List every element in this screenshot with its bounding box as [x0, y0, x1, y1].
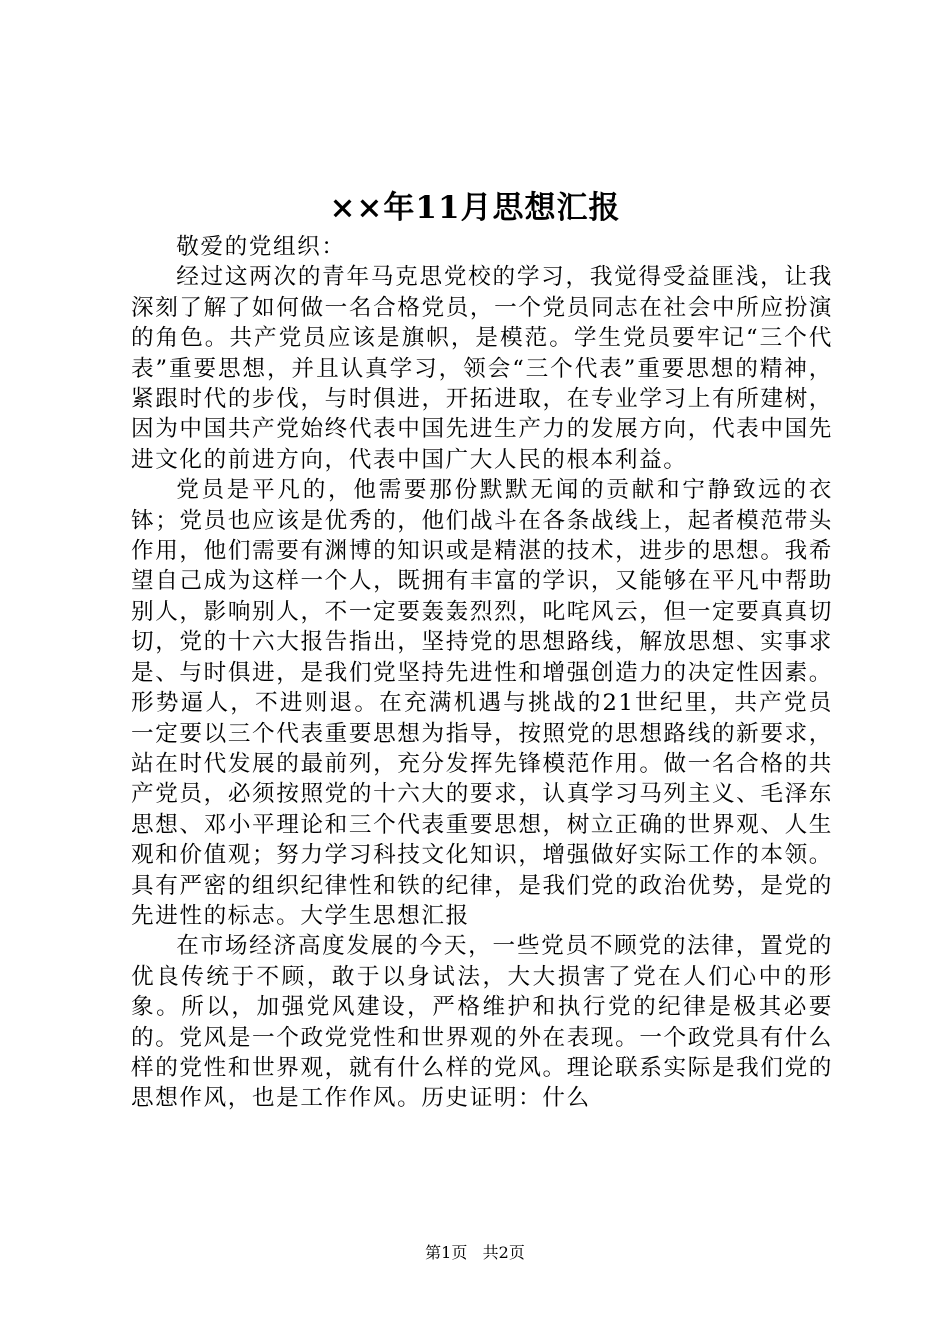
page-footer [0, 1242, 950, 1264]
document-body [131, 232, 833, 1114]
salutation: 敬爱的党组织： [176, 234, 346, 260]
document-title: ××年11月思想汇报 [329, 190, 621, 226]
page-number: 第1页 [425, 1243, 468, 1262]
paragraph-1: 经过这两次的青年马克思党校的学习，我觉得受益匪浅，让我深刻了解了如何做一名合格党员，一个党员同志在社会中所应扮演的角色。共产党员应该是旗帜，是模范。学生党员要牢记“三个代表”重要思想，并且认真学习，领会“三个代表”重要思想的精神，紧跟时代的步伐，与时俱进，开拓进取，在专业学习上有所建树，因为中国共产党始终代表中国先进生产力的发展方向，代表中国先进文化的前进方向，代表中国广大人民的根本利益。 [131, 264, 833, 473]
footer-spacer [472, 1243, 477, 1262]
page-total: 共2页 [482, 1243, 525, 1262]
paragraph-2: 党员是平凡的，他需要那份默默无闻的贡献和宁静致远的衣钵；党员也应该是优秀的，他们战斗在各条战线上，起者模范带头作用，他们需要有渊博的知识或是精湛的技术，进步的思想。我希望自己成为这样一个人，既拥有丰富的学识，又能够在平凡中帮助别人，影响别人，不一定要轰轰烈烈，叱咤风云，但一定要真真切切，党的十六大报告指出，坚持党的思想路线，解放思想、实事求是、与时俱进，是我们党坚持先进性和增强创造力的决定性因素。形势逼人，不进则退。在充满机遇与挑战的21世纪里，共产党员一定要以三个代表重要思想为指导，按照党的思想路线的新要求，站在时代发展的最前列，充分发挥先锋模范作用。做一名合格的共产党员，必须按照党的十六大的要求，认真学习马列主义、毛泽东思想、邓小平理论和三个代表重要思想，树立正确的世界观、人生观和价值观；努力学习科技文化知识，增强做好实际工作的本领。具有严密的组织纪律性和铁的纪律，是我们党的政治优势，是党的先进性的标志。大学生思想汇报 [131, 477, 833, 929]
paragraph-3: 在市场经济高度发展的今天，一些党员不顾党的法律，置党的优良传统于不顾，敢于以身试法，大大损害了党在人们心中的形象。所以，加强党风建设，严格维护和执行党的纪律是极其必要的。党风是一个政党党性和世界观的外在表现。一个政党具有什么样的党性和世界观，就有什么样的党风。理论联系实际是我们党的思想作风，也是工作作风。历史证明：什么 [131, 933, 833, 1112]
